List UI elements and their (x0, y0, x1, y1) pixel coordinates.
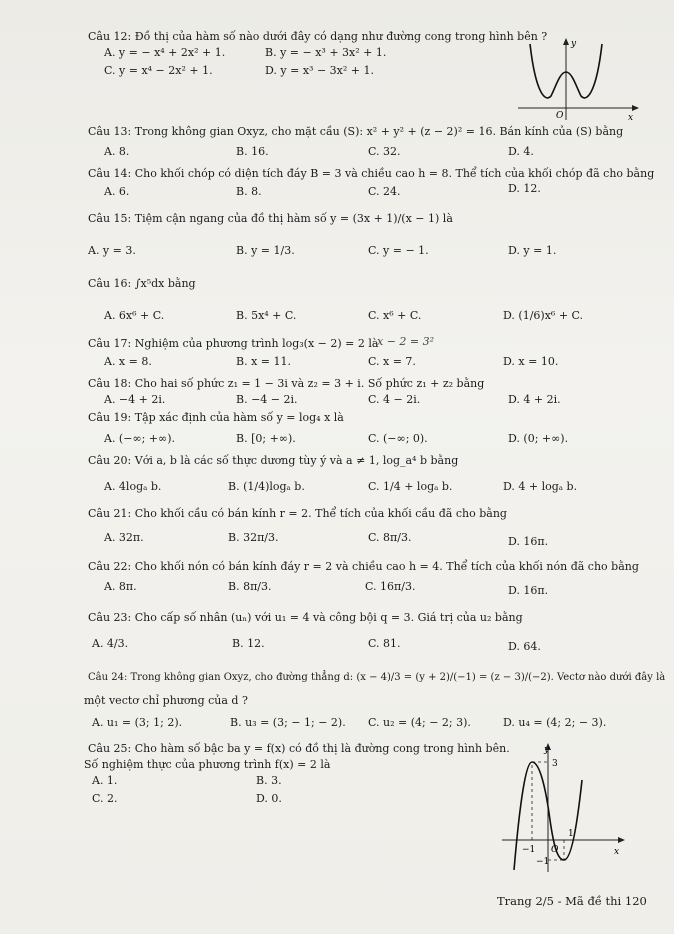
q16-option-c: C. x⁶ + C. (368, 309, 422, 322)
q25-graph-origin-label: O (551, 845, 559, 855)
q12-option-b: B. y = − x³ + 3x² + 1. (265, 46, 387, 59)
q13-option-c: C. 32. (368, 145, 401, 158)
q22-option-a: A. 8π. (104, 580, 137, 593)
q15-option-b: B. y = 1/3. (236, 244, 295, 257)
q25-graph-tick-3: 3 (552, 759, 558, 769)
q25-graph-tick-neg1-y: −1 (536, 857, 550, 867)
q24-stem-line2: một vectơ chỉ phương của d ? (84, 694, 248, 707)
q18-option-a: A. −4 + 2i. (104, 393, 166, 406)
q13-option-d: D. 4. (508, 145, 534, 158)
q23-option-c: C. 81. (368, 637, 401, 650)
q25-option-d: D. 0. (256, 792, 282, 805)
q22-option-c: C. 16π/3. (365, 580, 416, 593)
q21-option-b: B. 32π/3. (228, 531, 279, 544)
q25-option-a: A. 1. (92, 774, 118, 787)
q18-stem: Câu 18: Cho hai số phức z₁ = 1 − 3i và z₂ = 3 + i. Số phức z₁ + z₂ bằng (88, 377, 485, 390)
q14-option-c: C. 24. (368, 185, 401, 198)
q14-option-d: D. 12. (508, 182, 541, 195)
q12-graph-y-label: y (571, 39, 577, 49)
q13-option-a: A. 8. (104, 145, 130, 158)
q12-stem: Câu 12: Đồ thị của hàm số nào dưới đây có dạng như đường cong trong hình bên ? (88, 30, 548, 43)
q21-stem: Câu 21: Cho khối cầu có bán kính r = 2. Thể tích của khối cầu đã cho bằng (88, 507, 507, 520)
q23-option-b: B. 12. (232, 637, 265, 650)
q18-option-c: C. 4 − 2i. (368, 393, 421, 406)
q19-option-b: B. [0; +∞). (236, 432, 296, 445)
q21-option-a: A. 32π. (104, 531, 144, 544)
q25-graph-tick-1: 1 (568, 829, 574, 839)
q20-option-d: D. 4 + logₐ b. (503, 480, 578, 493)
q18-option-d: D. 4 + 2i. (508, 393, 561, 406)
q18-option-b: B. −4 − 2i. (236, 393, 298, 406)
q20-option-a: A. 4logₐ b. (104, 480, 162, 493)
q23-option-d: D. 64. (508, 640, 541, 653)
q16-stem: Câu 16: ∫x⁵dx bằng (88, 277, 196, 290)
q25-graph (498, 740, 628, 874)
q23-stem: Câu 23: Cho cấp số nhân (uₙ) với u₁ = 4 và công bội q = 3. Giá trị của u₂ bằng (88, 611, 523, 624)
q15-option-c: C. y = − 1. (368, 244, 429, 257)
q19-stem: Câu 19: Tập xác định của hàm số y = log₄ x là (88, 411, 344, 424)
q12-graph (516, 36, 641, 122)
q15-option-a: A. y = 3. (88, 244, 136, 257)
q25-stem-line2: Số nghiệm thực của phương trình f(x) = 2 là (84, 758, 331, 771)
q16-option-d: D. (1/6)x⁶ + C. (503, 309, 584, 322)
q14-option-b: B. 8. (236, 185, 262, 198)
q17-option-d: D. x = 10. (503, 355, 559, 368)
q25-graph-y-label: y (544, 745, 550, 755)
q25-graph-x-label: x (614, 847, 620, 857)
q14-stem: Câu 14: Cho khối chóp có diện tích đáy B = 3 và chiều cao h = 8. Thể tích của khối chóp đã cho bằng (88, 167, 655, 180)
q22-stem: Câu 22: Cho khối nón có bán kính đáy r = 2 và chiều cao h = 4. Thể tích của khối nón đã cho bằng (88, 560, 639, 573)
q17-option-a: A. x = 8. (104, 355, 152, 368)
q21-option-d: D. 16π. (508, 535, 549, 548)
q16-option-a: A. 6x⁶ + C. (104, 309, 165, 322)
q16-option-b: B. 5x⁴ + C. (236, 309, 297, 322)
q25-graph-tick-neg1-x: −1 (522, 845, 536, 855)
q25-option-b: B. 3. (256, 774, 282, 787)
q17-handwritten-note: x − 2 = 3² (377, 335, 435, 348)
q21-option-c: C. 8π/3. (368, 531, 412, 544)
q25-option-c: C. 2. (92, 792, 118, 805)
q24-option-a: A. u₁ = (3; 1; 2). (92, 716, 183, 729)
q17-option-c: C. x = 7. (368, 355, 416, 368)
q25-stem: Câu 25: Cho hàm số bậc ba y = f(x) có đồ thị là đường cong trong hình bên. (88, 742, 510, 755)
q17-option-b: B. x = 11. (236, 355, 291, 368)
q14-option-a: A. 6. (104, 185, 130, 198)
q12-option-c: C. y = x⁴ − 2x² + 1. (104, 64, 213, 77)
q20-option-c: C. 1/4 + logₐ b. (368, 480, 453, 493)
q19-option-d: D. (0; +∞). (508, 432, 569, 445)
q15-option-d: D. y = 1. (508, 244, 557, 257)
q13-stem: Câu 13: Trong không gian Oxyz, cho mặt cầu (S): x² + y² + (z − 2)² = 16. Bán kính của (S) bằng (88, 125, 624, 138)
q12-option-a: A. y = − x⁴ + 2x² + 1. (104, 46, 226, 59)
q12-graph-origin-label: O (556, 111, 564, 121)
q22-option-b: B. 8π/3. (228, 580, 272, 593)
q24-stem: Câu 24: Trong không gian Oxyz, cho đường thẳng d: (x − 4)/3 = (y + 2)/(−1) = (z − 3)/(−2). Vectơ nào dưới đây là (88, 672, 666, 683)
q20-stem: Câu 20: Với a, b là các số thực dương tùy ý và a ≠ 1, log_a⁴ b bằng (88, 454, 459, 467)
q23-option-a: A. 4/3. (92, 637, 129, 650)
q19-option-c: C. (−∞; 0). (368, 432, 428, 445)
q12-option-d: D. y = x³ − 3x² + 1. (265, 64, 374, 77)
q19-option-a: A. (−∞; +∞). (104, 432, 175, 445)
q24-option-c: C. u₂ = (4; − 2; 3). (368, 716, 471, 729)
page-footer: Trang 2/5 - Mã đề thi 120 (497, 894, 647, 908)
q15-stem: Câu 15: Tiệm cận ngang của đồ thị hàm số y = (3x + 1)/(x − 1) là (88, 212, 453, 225)
q24-option-b: B. u₃ = (3; − 1; − 2). (230, 716, 346, 729)
q17-stem: Câu 17: Nghiệm của phương trình log₃(x − 2) = 2 là (88, 337, 379, 350)
q12-graph-x-label: x (628, 113, 634, 122)
q20-option-b: B. (1/4)logₐ b. (228, 480, 305, 493)
q22-option-d: D. 16π. (508, 584, 549, 597)
q13-option-b: B. 16. (236, 145, 269, 158)
q24-option-d: D. u₄ = (4; 2; − 3). (503, 716, 607, 729)
